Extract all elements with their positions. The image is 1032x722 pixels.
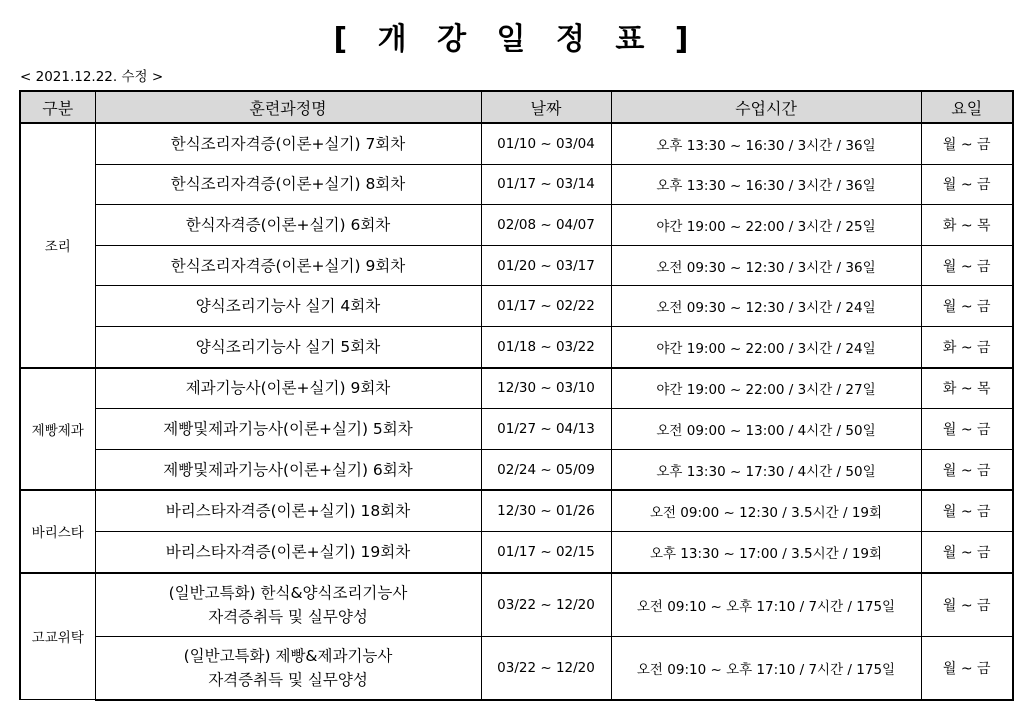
date-cell: 12/30 ~ 01/26	[481, 490, 611, 531]
days-cell: 화 ~ 금	[921, 326, 1013, 367]
date-cell: 01/10 ~ 03/04	[481, 123, 611, 164]
table-row	[20, 164, 1013, 205]
date-cell: 01/18 ~ 03/22	[481, 326, 611, 367]
date-cell: 02/24 ~ 05/09	[481, 449, 611, 490]
days-cell: 월 ~ 금	[921, 164, 1013, 205]
category-cell: 고교위탁	[20, 573, 95, 700]
header-row	[20, 91, 1013, 123]
date-cell: 01/20 ~ 03/17	[481, 245, 611, 286]
time-cell: 오전 09:30 ~ 12:30 / 3시간 / 24일	[611, 286, 921, 327]
days-cell: 월 ~ 금	[921, 531, 1013, 572]
date-cell: 12/30 ~ 03/10	[481, 368, 611, 409]
table-row	[20, 409, 1013, 450]
course-cell: 바리스타자격증(이론+실기) 18회차	[95, 490, 481, 531]
course-line-1: (일반고특화) 한식&양식조리기능사	[168, 583, 408, 602]
table-row	[20, 286, 1013, 327]
date-cell: 01/27 ~ 04/13	[481, 409, 611, 450]
revision-note: < 2021.12.22. 수정 >	[20, 69, 164, 85]
date-cell: 02/08 ~ 04/07	[481, 205, 611, 246]
days-cell: 월 ~ 금	[921, 409, 1013, 450]
course-cell: 한식자격증(이론+실기) 6회차	[95, 205, 481, 246]
days-cell: 월 ~ 금	[921, 636, 1013, 700]
table-row	[20, 245, 1013, 286]
time-cell: 오후 13:30 ~ 16:30 / 3시간 / 36일	[611, 164, 921, 205]
course-line-2: 자격증취득 및 실무양성	[208, 670, 368, 689]
date-cell: 03/22 ~ 12/20	[481, 636, 611, 700]
time-cell: 오전 09:00 ~ 13:00 / 4시간 / 50일	[611, 409, 921, 450]
course-cell: 양식조리기능사 실기 4회차	[95, 286, 481, 327]
date-cell: 03/22 ~ 12/20	[481, 573, 611, 637]
table-row	[20, 123, 1013, 164]
schedule-table	[19, 90, 1014, 701]
days-cell: 월 ~ 금	[921, 490, 1013, 531]
table-row	[20, 449, 1013, 490]
days-cell: 월 ~ 금	[921, 449, 1013, 490]
time-cell: 오후 13:30 ~ 17:00 / 3.5시간 / 19회	[611, 531, 921, 572]
header-time: 수업시간	[611, 91, 921, 123]
course-cell: 한식조리자격증(이론+실기) 9회차	[95, 245, 481, 286]
days-cell: 월 ~ 금	[921, 245, 1013, 286]
table-row	[20, 326, 1013, 367]
time-cell: 야간 19:00 ~ 22:00 / 3시간 / 24일	[611, 326, 921, 367]
header-course: 훈련과정명	[95, 91, 481, 123]
category-cell: 바리스타	[20, 490, 95, 572]
course-cell: 바리스타자격증(이론+실기) 19회차	[95, 531, 481, 572]
days-cell: 월 ~ 금	[921, 286, 1013, 327]
table-row	[20, 573, 1013, 637]
course-cell: 양식조리기능사 실기 5회차	[95, 326, 481, 367]
days-cell: 화 ~ 목	[921, 368, 1013, 409]
course-cell	[95, 573, 481, 637]
header-date: 날짜	[481, 91, 611, 123]
time-cell: 오후 13:30 ~ 17:30 / 4시간 / 50일	[611, 449, 921, 490]
course-cell: 한식조리자격증(이론+실기) 7회차	[95, 123, 481, 164]
days-cell: 월 ~ 금	[921, 573, 1013, 637]
table-row	[20, 636, 1013, 700]
time-cell: 오전 09:00 ~ 12:30 / 3.5시간 / 19회	[611, 490, 921, 531]
days-cell: 월 ~ 금	[921, 123, 1013, 164]
time-cell: 오전 09:30 ~ 12:30 / 3시간 / 36일	[611, 245, 921, 286]
course-cell	[95, 636, 481, 700]
course-cell: 한식조리자격증(이론+실기) 8회차	[95, 164, 481, 205]
time-cell: 오전 09:10 ~ 오후 17:10 / 7시간 / 175일	[611, 573, 921, 637]
course-line-2: 자격증취득 및 실무양성	[208, 607, 368, 626]
time-cell: 오후 13:30 ~ 16:30 / 3시간 / 36일	[611, 123, 921, 164]
time-cell: 오전 09:10 ~ 오후 17:10 / 7시간 / 175일	[611, 636, 921, 700]
date-cell: 01/17 ~ 03/14	[481, 164, 611, 205]
time-cell: 야간 19:00 ~ 22:00 / 3시간 / 27일	[611, 368, 921, 409]
date-cell: 01/17 ~ 02/22	[481, 286, 611, 327]
date-cell: 01/17 ~ 02/15	[481, 531, 611, 572]
category-cell: 조리	[20, 123, 95, 368]
category-cell: 제빵제과	[20, 368, 95, 491]
table-row	[20, 531, 1013, 572]
time-cell: 야간 19:00 ~ 22:00 / 3시간 / 25일	[611, 205, 921, 246]
course-cell: 제빵및제과기능사(이론+실기) 5회차	[95, 409, 481, 450]
course-cell: 제과기능사(이론+실기) 9회차	[95, 368, 481, 409]
course-cell: 제빵및제과기능사(이론+실기) 6회차	[95, 449, 481, 490]
page-title: [ 개 강 일 정 표 ]	[333, 22, 699, 57]
days-cell: 화 ~ 목	[921, 205, 1013, 246]
table-row	[20, 368, 1013, 409]
table-row	[20, 490, 1013, 531]
header-category: 구분	[20, 91, 95, 123]
course-line-1: (일반고특화) 제빵&제과기능사	[183, 646, 393, 665]
table-row	[20, 205, 1013, 246]
header-days: 요일	[921, 91, 1013, 123]
